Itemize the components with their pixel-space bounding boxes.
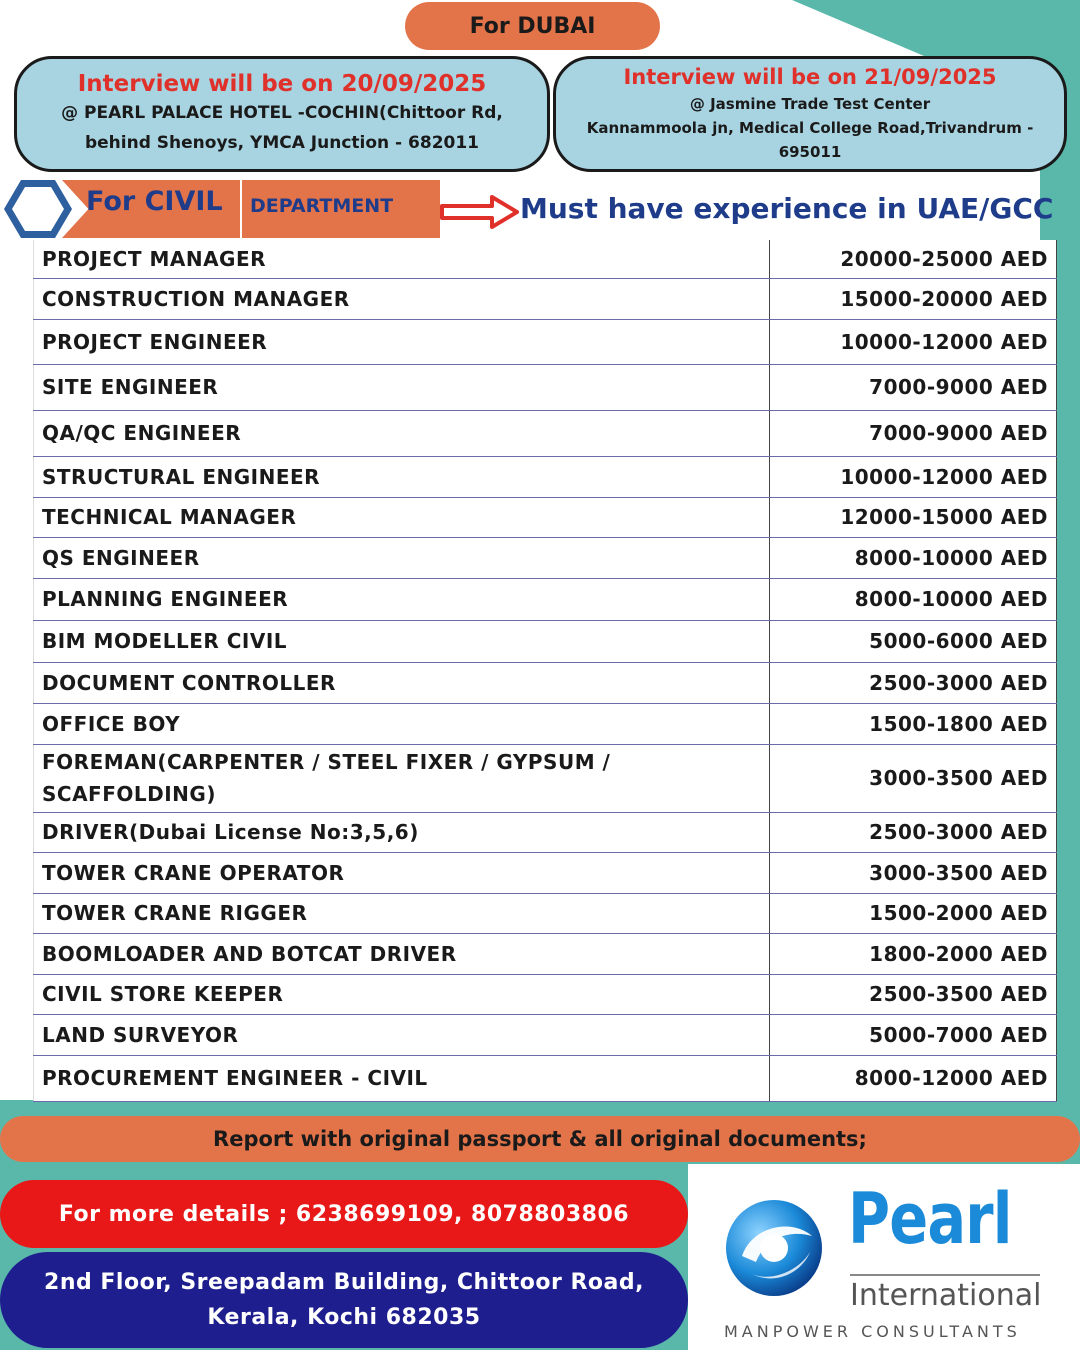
table-row (34, 410, 1057, 456)
job-position: OFFICE BOY (34, 703, 770, 744)
job-salary: 10000-12000 AED (770, 319, 1057, 364)
job-position: PLANNING ENGINEER (34, 578, 770, 620)
job-salary: 1800-2000 AED (770, 933, 1057, 974)
job-position: DRIVER(Dubai License No:3,5,6) (34, 812, 770, 852)
department-for-label: For CIVIL (86, 186, 223, 217)
table-row (34, 893, 1057, 933)
arrow-right-icon (440, 194, 520, 230)
job-position: PROJECT ENGINEER (34, 319, 770, 364)
job-position: QA/QC ENGINEER (34, 410, 770, 456)
experience-requirement: Must have experience in UAE/GCC (520, 192, 1054, 225)
venue-address-line: @ PEARL PALACE HOTEL -COCHIN(Chittoor Rd, (61, 103, 503, 123)
table-row (34, 744, 1057, 812)
job-position: SITE ENGINEER (34, 364, 770, 410)
job-position: TOWER CRANE OPERATOR (34, 852, 770, 893)
job-salary: 3000-3500 AED (770, 744, 1057, 812)
table-row (34, 456, 1057, 497)
job-salary: 2500-3000 AED (770, 662, 1057, 703)
job-position: CONSTRUCTION MANAGER (34, 278, 770, 319)
job-salary: 8000-10000 AED (770, 578, 1057, 620)
table-row (34, 974, 1057, 1014)
table-row (34, 1055, 1057, 1101)
job-salary: 3000-3500 AED (770, 852, 1057, 893)
job-salary: 20000-25000 AED (770, 240, 1057, 278)
job-position: BOOMLOADER AND BOTCAT DRIVER (34, 933, 770, 974)
job-table (33, 240, 1057, 1102)
venue-card-cochin (14, 56, 550, 172)
job-salary: 7000-9000 AED (770, 364, 1057, 410)
table-row (34, 240, 1057, 278)
job-position: TECHNICAL MANAGER (34, 497, 770, 537)
logo-underline (850, 1274, 1040, 1276)
job-salary: 2500-3000 AED (770, 812, 1057, 852)
table-row (34, 497, 1057, 537)
job-position: CIVIL STORE KEEPER (34, 974, 770, 1014)
job-position: FOREMAN(CARPENTER / STEEL FIXER / GYPSUM / SCAFFOLDING) (34, 744, 770, 812)
logo-subtitle: International (850, 1278, 1042, 1313)
venue-address-line: Kannammoola jn, Medical College Road,Trivandrum - (586, 119, 1034, 137)
job-position: LAND SURVEYOR (34, 1014, 770, 1055)
job-salary: 7000-9000 AED (770, 410, 1057, 456)
table-row (34, 933, 1057, 974)
job-salary: 15000-20000 AED (770, 278, 1057, 319)
table-row (34, 319, 1057, 364)
table-row (34, 1014, 1057, 1055)
job-salary: 10000-12000 AED (770, 456, 1057, 497)
job-position: PROJECT MANAGER (34, 240, 770, 278)
report-text: Report with original passport & all original documents; (213, 1127, 867, 1151)
job-salary: 8000-12000 AED (770, 1055, 1057, 1101)
job-salary: 1500-1800 AED (770, 703, 1057, 744)
location-label: For DUBAI (469, 13, 596, 39)
swirl-logo-icon (722, 1196, 826, 1300)
job-position: QS ENGINEER (34, 537, 770, 578)
venue-card-trivandrum (553, 56, 1067, 172)
office-address (0, 1252, 688, 1348)
address-line: Kerala, Kochi 682035 (207, 1305, 481, 1330)
job-salary: 2500-3500 AED (770, 974, 1057, 1014)
interview-date-heading: Interview will be on 20/09/2025 (77, 71, 487, 97)
job-position: STRUCTURAL ENGINEER (34, 456, 770, 497)
table-row (34, 703, 1057, 744)
table-row (34, 278, 1057, 319)
job-position: TOWER CRANE RIGGER (34, 893, 770, 933)
logo-wordmark: Pearl (848, 1178, 1012, 1260)
job-salary: 5000-6000 AED (770, 620, 1057, 662)
venue-address-line: 695011 (778, 143, 842, 161)
job-position: BIM MODELLER CIVIL (34, 620, 770, 662)
venue-address-line: behind Shenoys, YMCA Junction - 682011 (84, 133, 480, 153)
table-row (34, 662, 1057, 703)
job-position: PROCUREMENT ENGINEER - CIVIL (34, 1055, 770, 1101)
venue-address-line: @ Jasmine Trade Test Center (689, 95, 931, 113)
interview-date-heading: Interview will be on 21/09/2025 (623, 65, 997, 89)
job-salary: 8000-10000 AED (770, 537, 1057, 578)
logo-tagline: MANPOWER CONSULTANTS (724, 1322, 1021, 1341)
table-row (34, 537, 1057, 578)
table-row (34, 852, 1057, 893)
contact-text: For more details ; 6238699109, 8078803806 (58, 1201, 630, 1227)
report-instructions (0, 1116, 1080, 1162)
address-line: 2nd Floor, Sreepadam Building, Chittoor Road, (44, 1270, 644, 1295)
job-salary: 12000-15000 AED (770, 497, 1057, 537)
table-row (34, 364, 1057, 410)
table-row (34, 812, 1057, 852)
job-salary: 1500-2000 AED (770, 893, 1057, 933)
banner-divider (240, 180, 242, 238)
hexagon-icon (4, 180, 72, 238)
location-pill (405, 2, 660, 50)
job-salary: 5000-7000 AED (770, 1014, 1057, 1055)
table-row (34, 620, 1057, 662)
table-row (34, 578, 1057, 620)
contact-details[interactable] (0, 1180, 688, 1248)
job-position: DOCUMENT CONTROLLER (34, 662, 770, 703)
department-label: DEPARTMENT (250, 195, 394, 217)
